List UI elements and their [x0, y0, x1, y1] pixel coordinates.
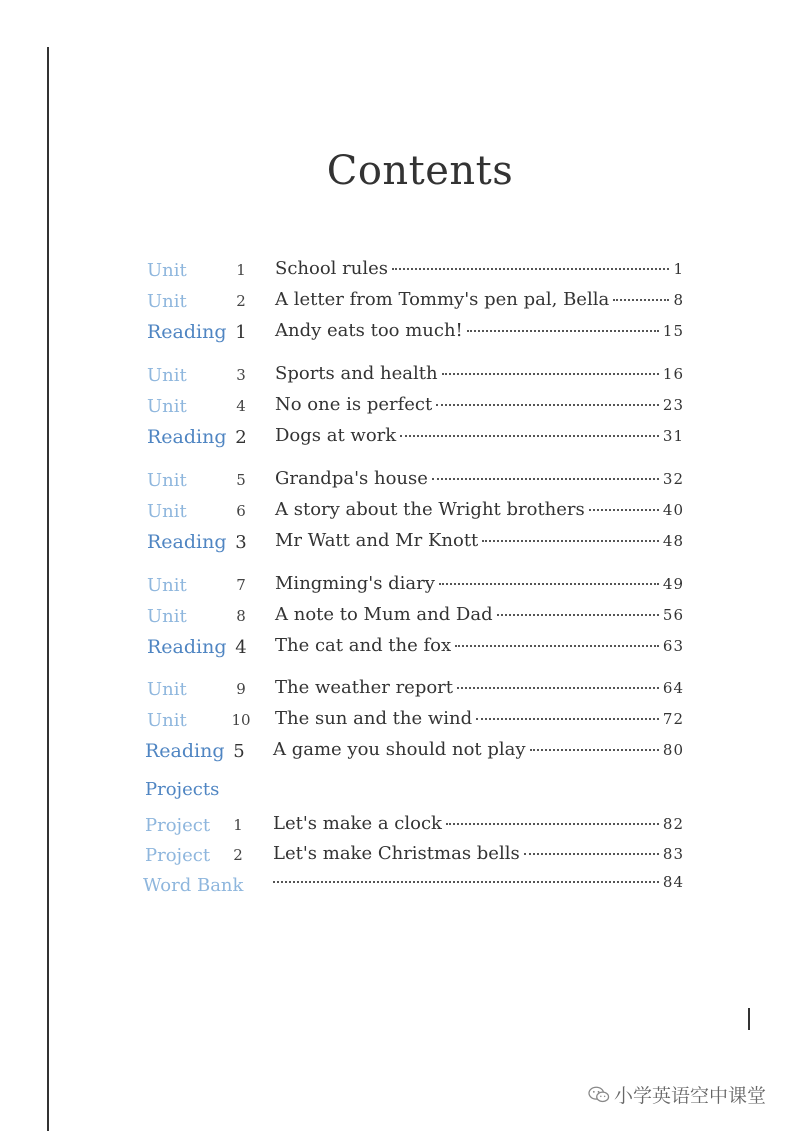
- entry-title: A game you should not play: [273, 739, 526, 760]
- entry-page: 23: [662, 396, 684, 414]
- entry-page: 56: [662, 606, 684, 624]
- entry-label: Project: [145, 814, 211, 836]
- entry-title: A note to Mum and Dad: [275, 604, 493, 625]
- entry-label: Project: [145, 844, 211, 866]
- entry-number: 9: [236, 680, 246, 698]
- leader-dots: [497, 614, 659, 616]
- entry-title: Andy eats too much!: [275, 320, 463, 341]
- leader-dots: [530, 749, 659, 751]
- entry-page: 82: [662, 815, 684, 833]
- entry-number: 1: [236, 261, 246, 279]
- entry-number: 2: [236, 292, 246, 310]
- leader-dots: [476, 718, 659, 720]
- entry-title: School rules: [275, 258, 389, 279]
- leader-dots: [613, 299, 669, 301]
- page-edge-left: [47, 47, 49, 1131]
- entry-title: No one is perfect: [275, 394, 433, 415]
- entry-label: Unit: [147, 395, 187, 417]
- wechat-icon: [588, 1085, 610, 1105]
- page-edge-right: [748, 1008, 750, 1030]
- entry-number: 5: [233, 740, 245, 762]
- entry-label: Unit: [147, 364, 187, 386]
- entry-number: 2: [233, 846, 243, 864]
- entry-number: 7: [236, 576, 246, 594]
- entry-title: The weather report: [275, 677, 454, 698]
- leader-dots: [439, 583, 659, 585]
- entry-page: 31: [662, 427, 684, 445]
- leader-dots: [392, 268, 669, 270]
- entry-label: Reading: [147, 321, 227, 343]
- entry-title: A letter from Tommy's pen pal, Bella: [275, 289, 610, 310]
- entry-number: 3: [236, 366, 246, 384]
- entry-page: 83: [662, 845, 684, 863]
- entry-number: 4: [235, 636, 247, 658]
- entry-label: Reading: [147, 531, 227, 553]
- leader-dots: [442, 373, 659, 375]
- entry-title: Sports and health: [275, 363, 438, 384]
- leader-dots: [273, 881, 659, 883]
- entry-title: Mingming's diary: [275, 573, 435, 594]
- entry-label: Reading: [147, 426, 227, 448]
- entry-page: 49: [662, 575, 684, 593]
- entry-title: The cat and the fox: [275, 635, 452, 656]
- entry-title: Grandpa's house: [275, 468, 428, 489]
- entry-number: 6: [236, 502, 246, 520]
- leader-dots: [524, 853, 659, 855]
- entry-number: 1: [233, 816, 243, 834]
- entry-number: 2: [235, 426, 247, 448]
- entry-page: 16: [662, 365, 684, 383]
- leader-dots: [467, 330, 659, 332]
- entry-label: Unit: [147, 605, 187, 627]
- entry-title: Mr Watt and Mr Knott: [275, 530, 479, 551]
- entry-title: Let's make a clock: [273, 813, 442, 834]
- entry-label: Reading: [147, 636, 227, 658]
- entry-title: A story about the Wright brothers: [275, 499, 585, 520]
- entry-label: Reading: [145, 740, 225, 762]
- entry-page: 72: [662, 710, 684, 728]
- entry-label: Unit: [147, 574, 187, 596]
- entry-number: 8: [236, 607, 246, 625]
- leader-dots: [436, 404, 659, 406]
- watermark: [588, 1081, 766, 1108]
- leader-dots: [457, 687, 659, 689]
- entry-label: Unit: [147, 500, 187, 522]
- entry-number: 10: [231, 711, 251, 729]
- entry-label: Unit: [147, 709, 187, 731]
- entry-label: Unit: [147, 290, 187, 312]
- entry-page: 40: [662, 501, 684, 519]
- entry-page: 48: [662, 532, 684, 550]
- projects-heading: Projects: [145, 779, 220, 800]
- entry-number: 5: [236, 471, 246, 489]
- watermark-text: 小学英语空中课堂: [614, 1085, 767, 1107]
- page-title: Contents: [326, 148, 514, 194]
- entry-title: The sun and the wind: [275, 708, 473, 729]
- entry-number: 4: [236, 397, 246, 415]
- entry-label: Unit: [147, 469, 187, 491]
- leader-dots: [400, 435, 659, 437]
- entry-title: Dogs at work: [275, 425, 397, 446]
- leader-dots: [482, 540, 659, 542]
- entry-title: Let's make Christmas bells: [273, 843, 520, 864]
- entry-label: Unit: [147, 678, 187, 700]
- entry-number: 1: [235, 321, 247, 343]
- entry-label: Unit: [147, 259, 187, 281]
- entry-page: 84: [662, 873, 684, 891]
- entry-page: 80: [662, 741, 684, 759]
- entry-page: 8: [673, 291, 684, 309]
- entry-page: 15: [662, 322, 684, 340]
- entry-page: 32: [662, 470, 684, 488]
- entry-label: Word Bank: [143, 874, 244, 896]
- entry-page: 63: [662, 637, 684, 655]
- entry-page: 1: [673, 260, 684, 278]
- leader-dots: [455, 645, 659, 647]
- leader-dots: [589, 509, 659, 511]
- entry-page: 64: [662, 679, 684, 697]
- leader-dots: [446, 823, 659, 825]
- entry-number: 3: [235, 531, 247, 553]
- leader-dots: [432, 478, 659, 480]
